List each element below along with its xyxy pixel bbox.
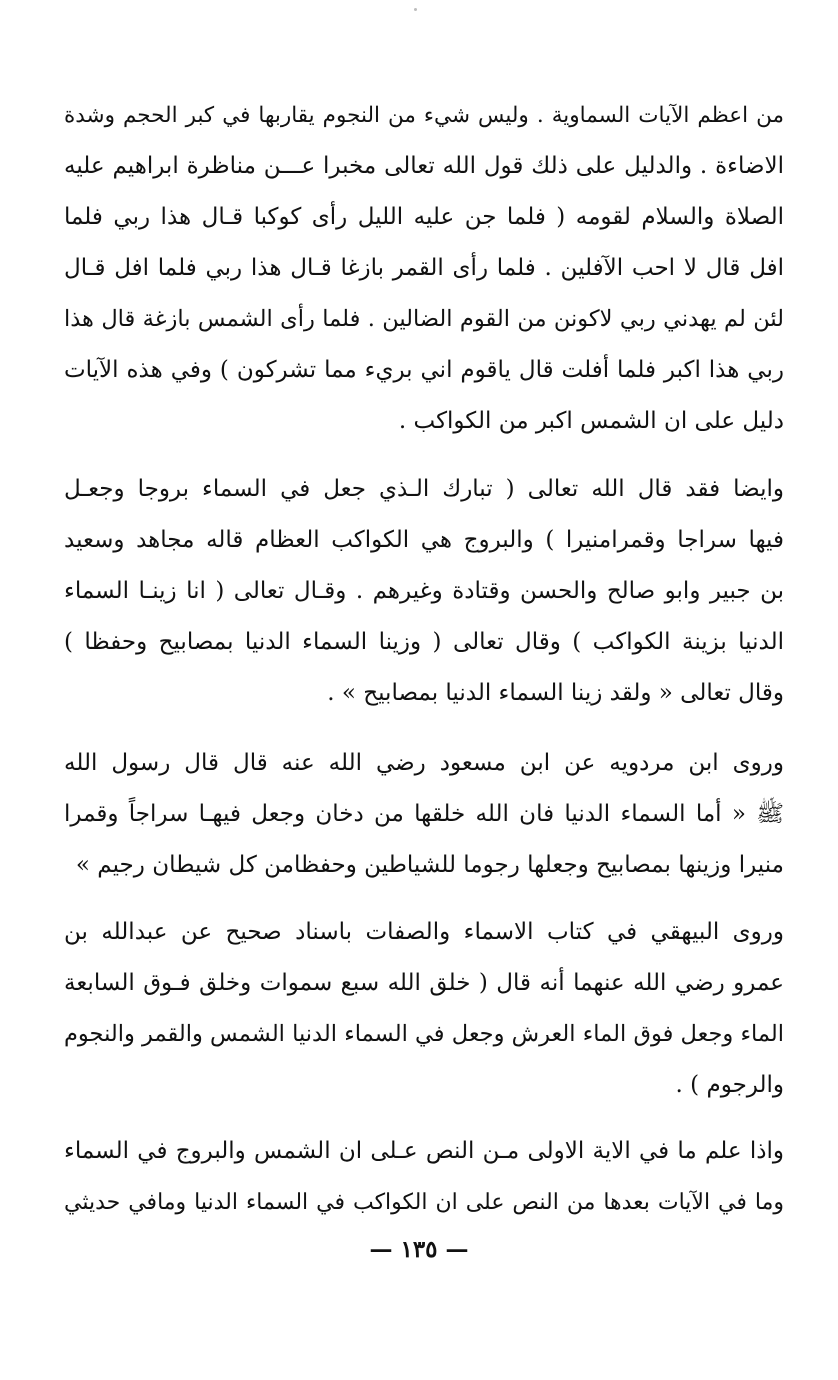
text-line: ربي هذا اكبر فلما أفلت قال ياقوم اني بريء مما تشركون ) وفي هذه الآيات bbox=[64, 357, 784, 383]
text-line: الاضاءة . والدليل على ذلك قول الله تعالى مخبرا عـــن مناظرة ابراهيم عليه bbox=[64, 153, 784, 179]
text-line: بن جبير وابو صالح والحسن وقتادة وغيرهم . وقـال تعالى ( انا زينـا السماء bbox=[64, 578, 784, 604]
text-line: افل قال لا احب الآفلين . فلما رأى القمر بازغا قـال هذا ربي فلما افل قـال bbox=[64, 255, 784, 281]
text-line: دليل على ان الشمس اكبر من الكواكب . bbox=[398, 408, 784, 434]
paragraph-conclusion bbox=[64, 1126, 784, 1228]
text-line: وقال تعالى « ولقد زينا السماء الدنيا بمصابيح » . bbox=[327, 680, 784, 706]
text-line: وروى البيهقي في كتاب الاسماء والصفات باسناد صحيح عن عبدالله بن bbox=[64, 919, 784, 945]
text-line: لئن لم يهدني ربي لاكونن من القوم الضالين . فلما رأى الشمس بازغة قال هذا bbox=[64, 306, 784, 332]
paragraph-bayhaqi bbox=[64, 907, 784, 1111]
paragraph-stars-magnitude bbox=[64, 90, 784, 447]
text-line: فيها سراجا وقمرامنيرا ) والبروج هي الكواكب العظام قاله مجاهد وسعيد bbox=[64, 527, 784, 553]
text-line: وايضا فقد قال الله تعالى ( تبارك الـذي جعل في السماء بروجا وجعـل bbox=[64, 476, 784, 502]
text-line: من اعظم الآيات السماوية . وليس شيء من النجوم يقاربها في كبر الحجم وشدة bbox=[64, 103, 784, 128]
paragraph-ibn-mardawayh bbox=[64, 738, 784, 891]
text-line: والرجوم ) . bbox=[675, 1072, 784, 1098]
text-line: وما في الآيات بعدها من النص على ان الكواكب في السماء الدنيا ومافي حديثي bbox=[64, 1190, 784, 1215]
text-line: الصلاة والسلام لقومه ( فلما جن عليه الليل رأى كوكبا قـال هذا ربي فلما bbox=[64, 204, 784, 230]
text-line: الدنيا بزينة الكواكب ) وقال تعالى ( وزينا السماء الدنيا بمصابيح وحفظا ) bbox=[64, 629, 784, 655]
text-line: منيرا وزينها بمصابيح وجعلها رجوما للشياطين وحفظامن كل شيطان رجيم » bbox=[75, 852, 784, 878]
scan-mark bbox=[414, 8, 417, 11]
text-line: ﷺ « أما السماء الدنيا فان الله خلقها من دخان وجعل فيهـا سراجاً وقمرا bbox=[64, 801, 784, 827]
text-line: عمرو رضي الله عنهما أنه قال ( خلق الله سبع سموات وخلق فـوق السابعة bbox=[64, 970, 784, 996]
text-line: وروى ابن مردويه عن ابن مسعود رضي الله عنه قال قال رسول الله bbox=[64, 750, 784, 776]
paragraph-constellations bbox=[64, 464, 784, 719]
text-line: الماء وجعل فوق الماء العرش وجعل في السماء الدنيا الشمس والقمر والنجوم bbox=[64, 1021, 784, 1047]
text-line: واذا علم ما في الاية الاولى مـن النص عـلى ان الشمس والبروج في السماء bbox=[64, 1138, 784, 1164]
page-number: — ١٣٥ — bbox=[369, 1236, 469, 1263]
